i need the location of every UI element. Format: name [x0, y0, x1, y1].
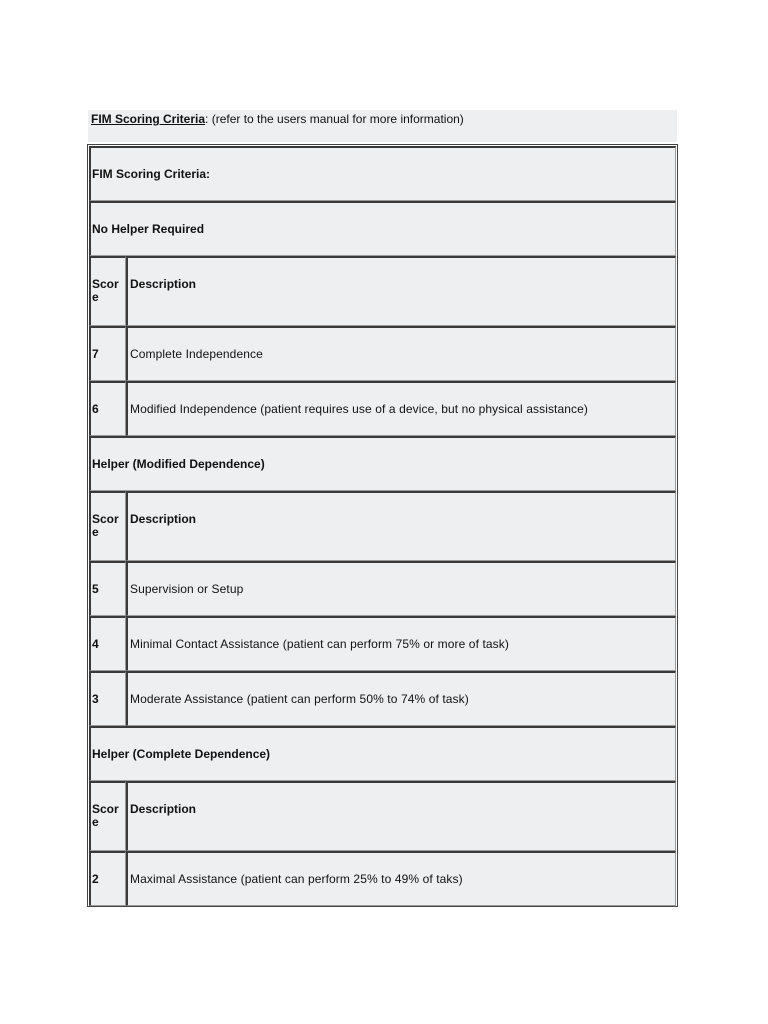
description-column-header: Description — [126, 781, 676, 851]
table-row — [89, 326, 676, 381]
fim-scoring-table — [87, 144, 678, 907]
score-description: Maximal Assistance (patient can perform 25% to 49% of taks) — [126, 851, 676, 906]
section-heading-no-helper: No Helper Required — [89, 201, 676, 256]
column-header-row — [89, 781, 676, 851]
score-value: 4 — [89, 616, 126, 671]
score-column-header: Score — [89, 491, 126, 561]
score-value: 7 — [89, 326, 126, 381]
table-row — [89, 671, 676, 726]
table-row — [89, 616, 676, 671]
score-description: Minimal Contact Assistance (patient can perform 75% or more of task) — [126, 616, 676, 671]
description-column-header: Description — [126, 491, 676, 561]
score-value: 3 — [89, 671, 126, 726]
table-title-row — [89, 146, 676, 201]
score-value: 6 — [89, 381, 126, 436]
intro-note: : (refer to the users manual for more information) — [205, 112, 464, 126]
section-heading-complete-dependence: Helper (Complete Dependence) — [89, 726, 676, 781]
score-description: Modified Independence (patient requires use of a device, but no physical assistance) — [126, 381, 676, 436]
section-heading-row — [89, 726, 676, 781]
section-heading-row — [89, 436, 676, 491]
fim-scoring-criteria-link[interactable]: FIM Scoring Criteria — [91, 112, 206, 126]
section-heading-row — [89, 201, 676, 256]
description-column-header: Description — [126, 256, 676, 326]
section-heading-modified-dependence: Helper (Modified Dependence) — [89, 436, 676, 491]
table-title: FIM Scoring Criteria: — [89, 146, 676, 201]
score-column-header: Score — [89, 256, 126, 326]
intro-line — [88, 110, 677, 142]
score-value: 5 — [89, 561, 126, 616]
column-header-row — [89, 256, 676, 326]
table-row — [89, 561, 676, 616]
table-row — [89, 381, 676, 436]
score-column-header: Score — [89, 781, 126, 851]
score-description: Supervision or Setup — [126, 561, 676, 616]
score-description: Moderate Assistance (patient can perform 50% to 74% of task) — [126, 671, 676, 726]
column-header-row — [89, 491, 676, 561]
score-value: 2 — [89, 851, 126, 906]
table-row — [89, 851, 676, 906]
score-description: Complete Independence — [126, 326, 676, 381]
